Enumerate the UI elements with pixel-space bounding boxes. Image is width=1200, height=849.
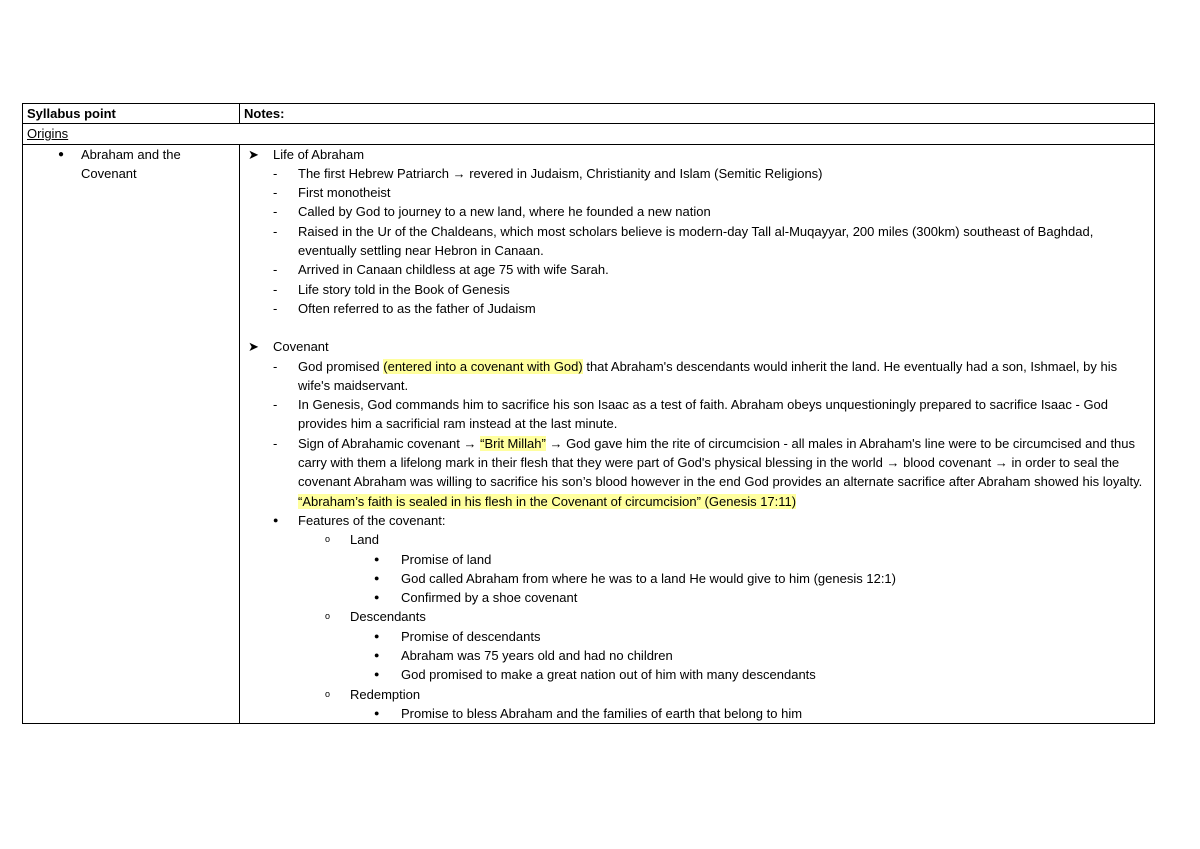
list-item bbox=[244, 202, 1150, 221]
circle-bullet-icon: o bbox=[325, 611, 331, 622]
list-item-text: God promised to make a great nation out of him with many descendants bbox=[401, 667, 816, 683]
dash-icon: - bbox=[273, 262, 278, 278]
list-item bbox=[244, 222, 1150, 261]
section-row bbox=[23, 124, 1155, 144]
list-item-text: Raised in the Ur of the Chaldeans, which most scholars believe is modern-day Tall al-Muqayyar, 200 miles (300km) southeast of Baghdad, eventually settling near Hebron in Canaan. bbox=[298, 223, 1094, 259]
dash-icon: - bbox=[273, 165, 278, 181]
list-item bbox=[244, 646, 1150, 665]
list-item bbox=[244, 569, 1150, 588]
list-item bbox=[244, 299, 1150, 318]
syllabus-item bbox=[27, 145, 235, 184]
dash-icon: - bbox=[273, 223, 278, 239]
feature-redemption bbox=[244, 685, 1150, 704]
spacer bbox=[244, 318, 1150, 337]
syllabus-item-label: Abraham and the Covenant bbox=[81, 146, 181, 181]
covenant-heading bbox=[244, 337, 1150, 356]
list-item-text: Abraham was 75 years old and had no children bbox=[401, 648, 673, 664]
text-run: → God gave him the rite of circumcision - all males in Abraham's line were to be circumcised and thus carry with them a lifelong mark in their flesh that they were part of God's physical blessing in the world → blood covenant → in order to seal the covenant Abraham was willing to sacrifice his son’s blood however in the end God provides an alternate sacrifice after Abraham showed his loyalty. bbox=[298, 435, 1143, 490]
list-item-text: Promise to bless Abraham and the families of earth that belong to him bbox=[401, 705, 803, 721]
text-run: God promised bbox=[298, 358, 384, 374]
dash-icon: - bbox=[273, 185, 278, 201]
feature-name: Descendants bbox=[350, 609, 426, 625]
features-label bbox=[244, 511, 1150, 530]
bullet-icon: ● bbox=[374, 572, 380, 583]
dash-icon: - bbox=[273, 435, 278, 451]
list-item-text: Confirmed by a shoe covenant bbox=[401, 590, 578, 606]
text-run: that Abraham's descendants would inherit the land. He eventually had a son, Ishmael, by his wife's maidservant. bbox=[298, 358, 1118, 393]
list-item-text: Promise of descendants bbox=[401, 628, 541, 644]
dash-icon: - bbox=[273, 281, 278, 297]
features-label-text: Features of the covenant: bbox=[298, 512, 446, 528]
dash-icon: - bbox=[273, 204, 278, 220]
section-title: Origins bbox=[27, 126, 69, 142]
list-item bbox=[244, 164, 1150, 183]
bullet-icon: ● bbox=[374, 707, 380, 718]
header-notes: Notes: bbox=[240, 104, 1155, 124]
list-item-text: Promise of land bbox=[401, 551, 492, 567]
arrow-bullet-icon: ➤ bbox=[248, 146, 259, 162]
feature-name: Redemption bbox=[350, 686, 421, 702]
list-item-text: Life story told in the Book of Genesis bbox=[298, 281, 510, 297]
list-item bbox=[244, 704, 1150, 723]
list-item-text: Often referred to as the father of Judaism bbox=[298, 300, 536, 316]
bullet-icon: ● bbox=[374, 669, 380, 680]
list-item-text: God called Abraham from where he was to a land He would give to him (genesis 12:1) bbox=[401, 570, 896, 586]
bullet-icon: ● bbox=[374, 553, 380, 564]
feature-name: Land bbox=[350, 532, 379, 548]
notes-table bbox=[22, 103, 1155, 724]
list-item-text: In Genesis, God commands him to sacrifice his son Isaac as a test of faith. Abraham obeys unquestioningly prepared to sacrifice Isaac - God provides him a sacrificial ram instead at the last minute. bbox=[298, 397, 1109, 432]
list-item bbox=[244, 260, 1150, 279]
highlighted-text: “Brit Millah” bbox=[480, 435, 546, 451]
list-item bbox=[244, 357, 1150, 396]
list-item-text: Arrived in Canaan childless at age 75 with wife Sarah. bbox=[298, 262, 609, 278]
dash-icon: - bbox=[273, 397, 278, 413]
list-item bbox=[244, 434, 1150, 511]
list-item-text: The first Hebrew Patriarch → revered in Judaism, Christianity and Islam (Semitic Religions) bbox=[298, 165, 823, 181]
list-item bbox=[244, 550, 1150, 569]
list-item bbox=[244, 183, 1150, 202]
circle-bullet-icon: o bbox=[325, 688, 331, 699]
text-run: Sign of Abrahamic covenant → bbox=[298, 435, 481, 451]
bullet-icon: ● bbox=[374, 630, 380, 641]
arrow-bullet-icon: ➤ bbox=[248, 339, 259, 355]
header-syllabus-point: Syllabus point bbox=[23, 104, 240, 124]
list-item bbox=[244, 665, 1150, 684]
list-item bbox=[244, 627, 1150, 646]
list-item bbox=[244, 280, 1150, 299]
circle-bullet-icon: o bbox=[325, 534, 331, 545]
list-item-text: First monotheist bbox=[298, 185, 391, 201]
bullet-icon: ● bbox=[273, 514, 279, 525]
dash-icon: - bbox=[273, 300, 278, 316]
feature-land bbox=[244, 530, 1150, 549]
covenant-heading-label: Covenant bbox=[273, 339, 329, 355]
bullet-icon: ● bbox=[374, 592, 380, 603]
bullet-icon: ● bbox=[374, 650, 380, 661]
highlighted-quote: “Abraham’s faith is sealed in his flesh in the Covenant of circumcision” (Genesis 17:11) bbox=[298, 493, 797, 509]
list-item-text: Called by God to journey to a new land, where he founded a new nation bbox=[298, 204, 711, 220]
highlighted-text: (entered into a covenant with God) bbox=[383, 358, 583, 374]
feature-descendants bbox=[244, 607, 1150, 626]
header-row bbox=[23, 104, 1155, 124]
list-item bbox=[244, 588, 1150, 607]
life-heading-label: Life of Abraham bbox=[273, 146, 365, 162]
content-row bbox=[23, 144, 1155, 724]
dash-icon: - bbox=[273, 358, 278, 374]
bullet-icon: ● bbox=[58, 148, 65, 160]
list-item bbox=[244, 395, 1150, 434]
life-heading bbox=[244, 145, 1150, 164]
